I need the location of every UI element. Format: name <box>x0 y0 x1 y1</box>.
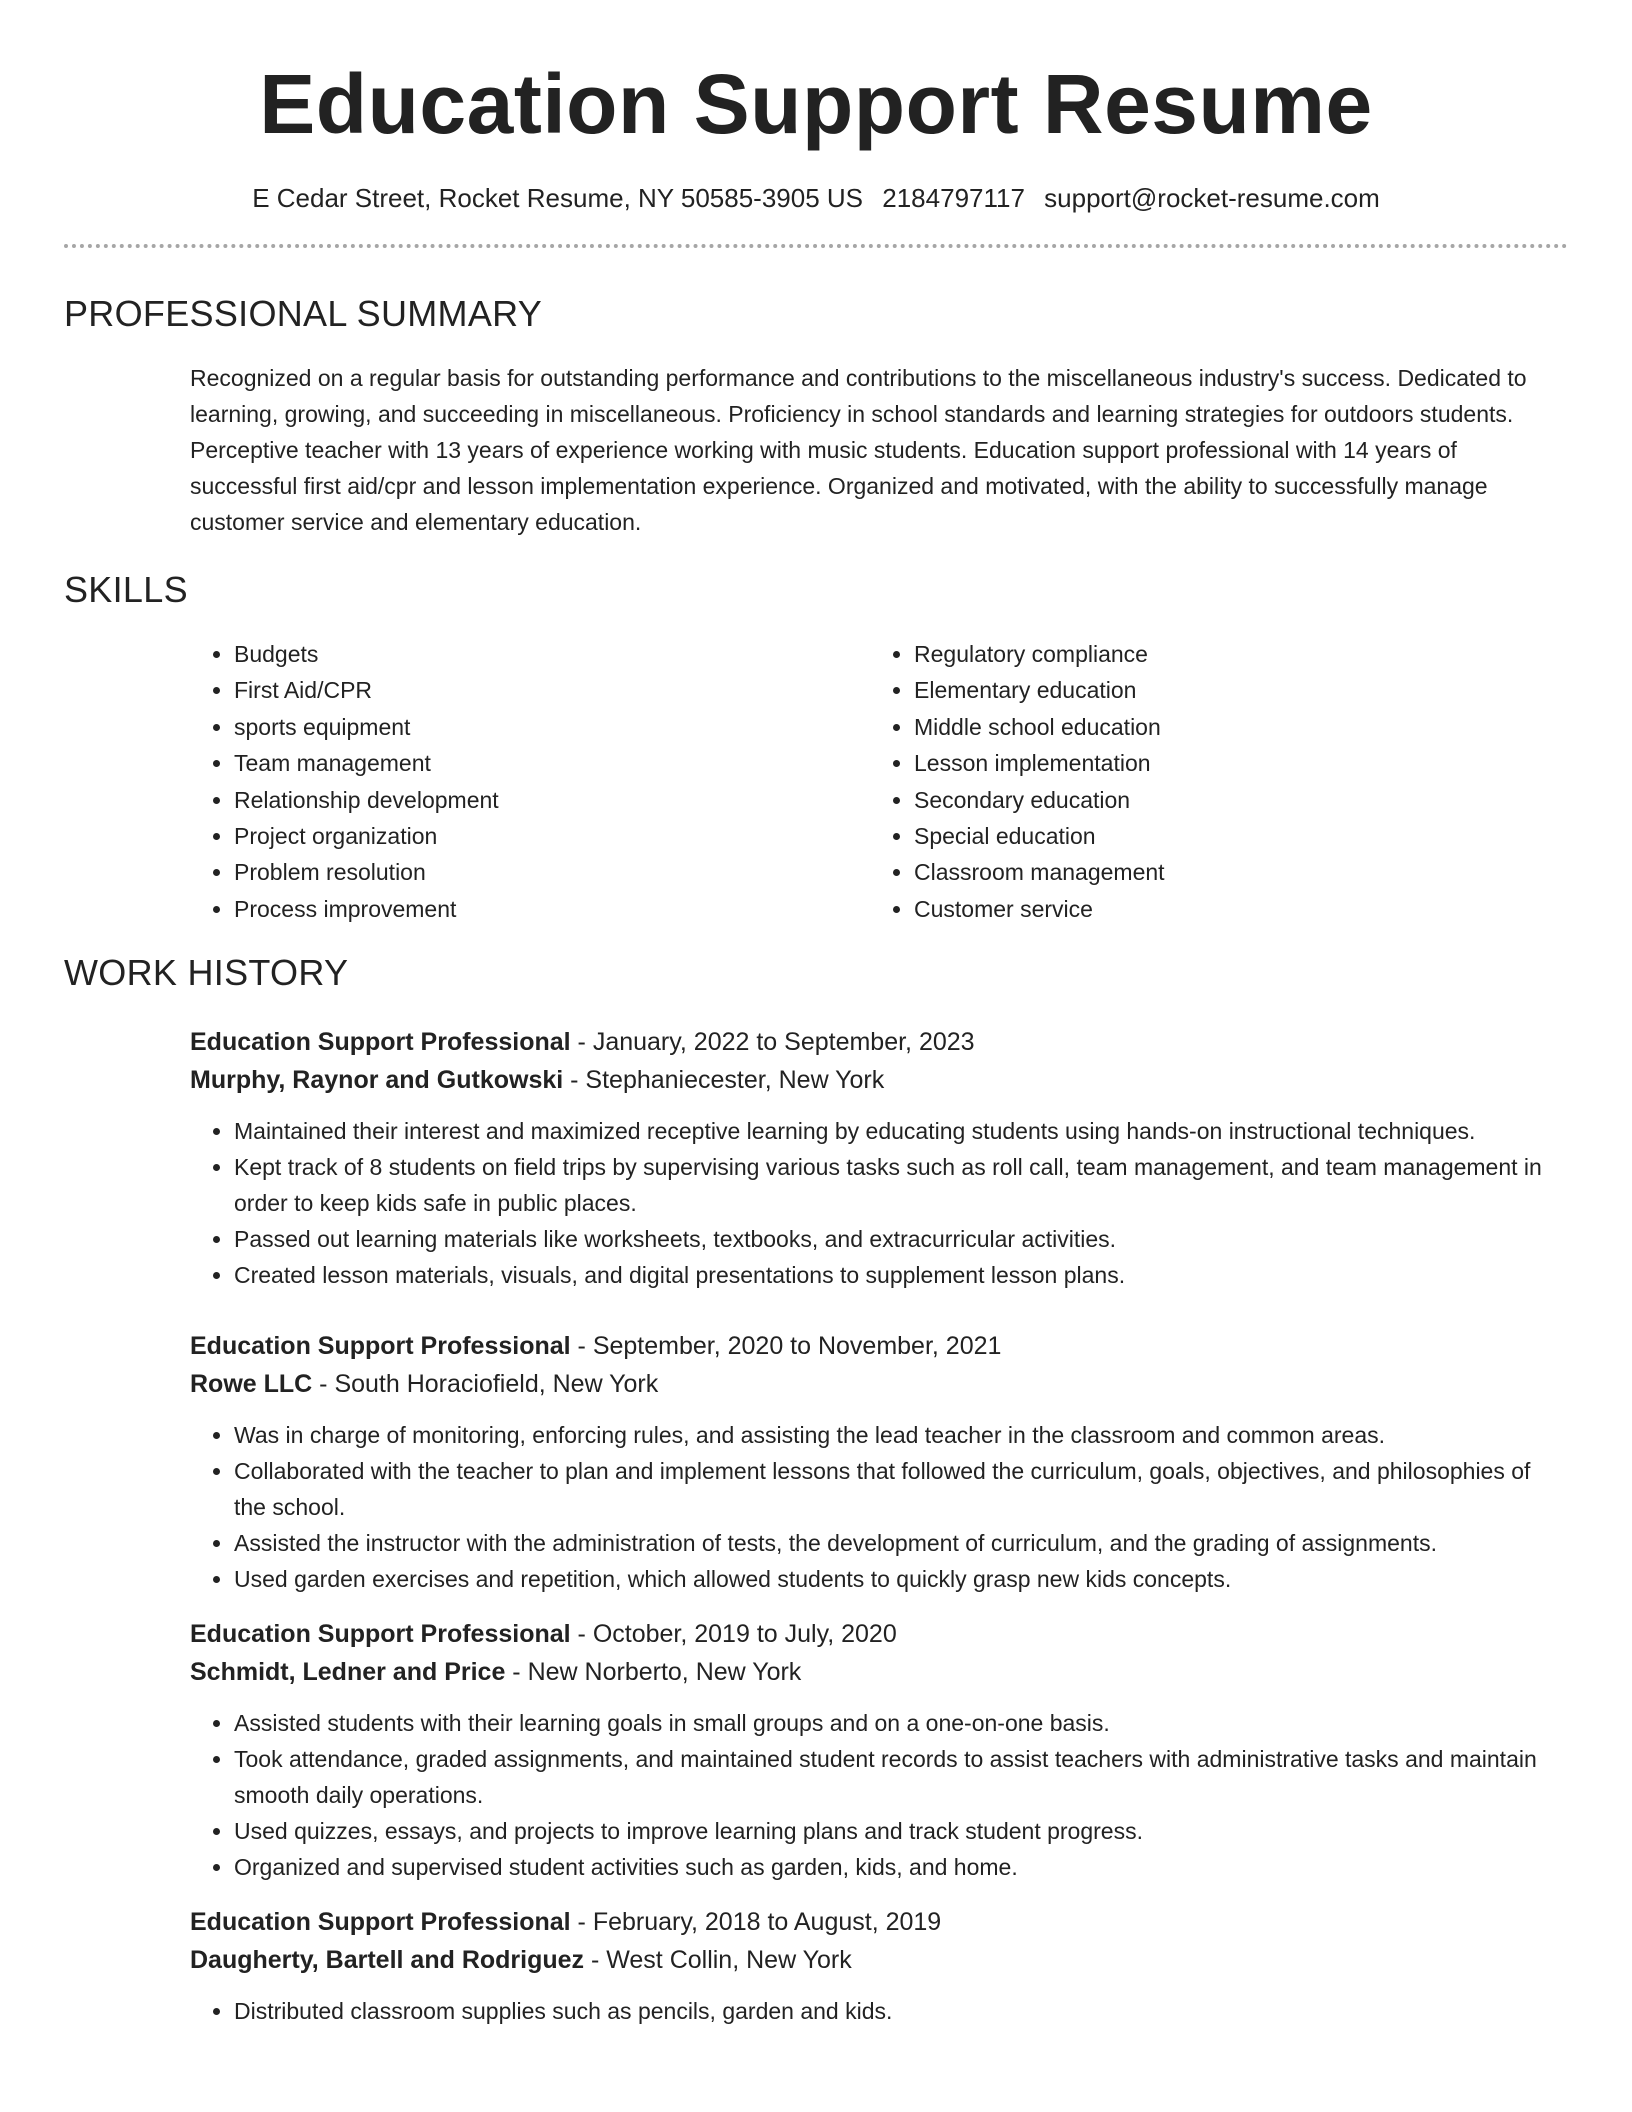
skill-item: • Secondary education <box>914 782 1550 818</box>
skills-column-right <box>870 636 1550 927</box>
job-bullets <box>190 1113 1568 1293</box>
job-entry <box>190 1615 1568 1885</box>
job-location: New Norberto, New York <box>527 1658 802 1687</box>
job-bullet: • Used garden exercises and repetition, which allowed students to quickly grasp new kids concepts. <box>234 1561 1568 1597</box>
job-company: Daugherty, Bartell and Rodriguez <box>190 1946 585 1975</box>
job-entry <box>190 1023 1568 1293</box>
contact-address: E Cedar Street, Rocket Resume, NY 50585-3905 US <box>252 183 864 213</box>
job-bullet: • Assisted students with their learning goals in small groups and on a one-on-one basis. <box>234 1705 1568 1741</box>
job-title-line: Education Support Professional - September, 2020 to November, 2021 <box>190 1332 1002 1361</box>
header-divider <box>64 244 1568 248</box>
job-bullet: • Collaborated with the teacher to plan and implement lessons that followed the curriculum, goals, objectives, and philosophies of the school. <box>234 1453 1568 1525</box>
skill-item: • Relationship development <box>234 782 870 818</box>
job-bullet: • Took attendance, graded assignments, and maintained student records to assist teachers with administrative tasks and maintain smooth daily operations. <box>234 1741 1568 1813</box>
job-bullets <box>190 1705 1568 1885</box>
job-company-line: Daugherty, Bartell and Rodriguez - West Collin, New York <box>190 1946 852 1975</box>
job-bullets <box>190 1417 1568 1597</box>
job-title: Education Support Professional <box>190 1620 571 1649</box>
job-dates: October, 2019 to July, 2020 <box>592 1620 897 1649</box>
job-bullet: • Created lesson materials, visuals, and digital presentations to supplement lesson plans. <box>234 1257 1568 1293</box>
contact-email[interactable]: support@rocket-resume.com <box>1044 183 1380 213</box>
skill-item: • sports equipment <box>234 709 870 745</box>
contact-phone: 2184797117 <box>882 183 1025 213</box>
job-title: Education Support Professional <box>190 1908 571 1937</box>
job-company: Rowe LLC <box>190 1370 313 1399</box>
job-company: Schmidt, Ledner and Price <box>190 1658 506 1687</box>
job-bullet: • Distributed classroom supplies such as pencils, garden and kids. <box>234 1993 1568 2029</box>
skill-item: • Team management <box>234 745 870 781</box>
skill-item: • Regulatory compliance <box>914 636 1550 672</box>
skill-item: • Elementary education <box>914 672 1550 708</box>
job-company-line: Murphy, Raynor and Gutkowski - Stephaniecester, New York <box>190 1066 885 1095</box>
skill-item: • Lesson implementation <box>914 745 1550 781</box>
job-company-line: Schmidt, Ledner and Price - New Norberto, New York <box>190 1658 802 1687</box>
job-location: South Horaciofield, New York <box>334 1370 659 1399</box>
job-entry <box>190 1903 1568 2029</box>
skills-column-left <box>190 636 870 927</box>
job-bullets <box>190 1993 1568 2029</box>
job-bullet: • Maintained their interest and maximized receptive learning by educating students using hands-on instructional techniques. <box>234 1113 1568 1149</box>
job-dates: September, 2020 to November, 2021 <box>592 1332 1002 1361</box>
contact-line <box>64 180 1568 216</box>
resume-title: Education Support Resume <box>259 57 1373 151</box>
skill-item: • First Aid/CPR <box>234 672 870 708</box>
job-title-line: Education Support Professional - February, 2018 to August, 2019 <box>190 1908 942 1937</box>
job-bullet: • Used quizzes, essays, and projects to improve learning plans and track student progress. <box>234 1813 1568 1849</box>
job-title: Education Support Professional <box>190 1332 571 1361</box>
work-history-heading: WORK HISTORY <box>64 952 349 994</box>
job-company-line: Rowe LLC - South Horaciofield, New York <box>190 1370 659 1399</box>
job-dates: January, 2022 to September, 2023 <box>592 1028 975 1057</box>
job-entry <box>190 1327 1568 1597</box>
job-bullet: • Passed out learning materials like worksheets, textbooks, and extracurricular activities. <box>234 1221 1568 1257</box>
skill-item: • Special education <box>914 818 1550 854</box>
skill-item: • Problem resolution <box>234 854 870 890</box>
job-bullet: • Kept track of 8 students on field trips by supervising various tasks such as roll call, team management, and team management in order to keep kids safe in public places. <box>234 1149 1568 1221</box>
skill-item: • Customer service <box>914 891 1550 927</box>
skill-item: • Middle school education <box>914 709 1550 745</box>
skill-item: • Classroom management <box>914 854 1550 890</box>
resume-page <box>64 0 1568 2029</box>
job-dates: February, 2018 to August, 2019 <box>592 1908 942 1937</box>
skill-item: • Budgets <box>234 636 870 672</box>
skills-list <box>190 636 1568 927</box>
job-location: West Collin, New York <box>606 1946 852 1975</box>
job-location: Stephaniecester, New York <box>585 1066 885 1095</box>
summary-heading: PROFESSIONAL SUMMARY <box>64 293 543 334</box>
job-company: Murphy, Raynor and Gutkowski <box>190 1066 564 1095</box>
skills-heading: SKILLS <box>64 569 188 610</box>
summary-text: Recognized on a regular basis for outstanding performance and contributions to the miscellaneous industry's success. Dedicated to learning, growing, and succeeding in miscellaneous. Proficiency in school standards and learning strategies for outdoors students. Perceptive teacher with 13 years of experience working with music students. Education support professional with 14 years of successful first aid/cpr and lesson implementation experience. Organized and motivated, with the ability to successfully manage customer service and elementary education. <box>190 365 1527 535</box>
job-title-line: Education Support Professional - October, 2019 to July, 2020 <box>190 1620 897 1649</box>
job-bullet: • Assisted the instructor with the administration of tests, the development of curriculum, and the grading of assignments. <box>234 1525 1568 1561</box>
skill-item: • Project organization <box>234 818 870 854</box>
job-title-line: Education Support Professional - January, 2022 to September, 2023 <box>190 1028 975 1057</box>
job-title: Education Support Professional <box>190 1028 571 1057</box>
job-bullet: • Was in charge of monitoring, enforcing rules, and assisting the lead teacher in the classroom and common areas. <box>234 1417 1568 1453</box>
skill-item: • Process improvement <box>234 891 870 927</box>
job-bullet: • Organized and supervised student activities such as garden, kids, and home. <box>234 1849 1568 1885</box>
